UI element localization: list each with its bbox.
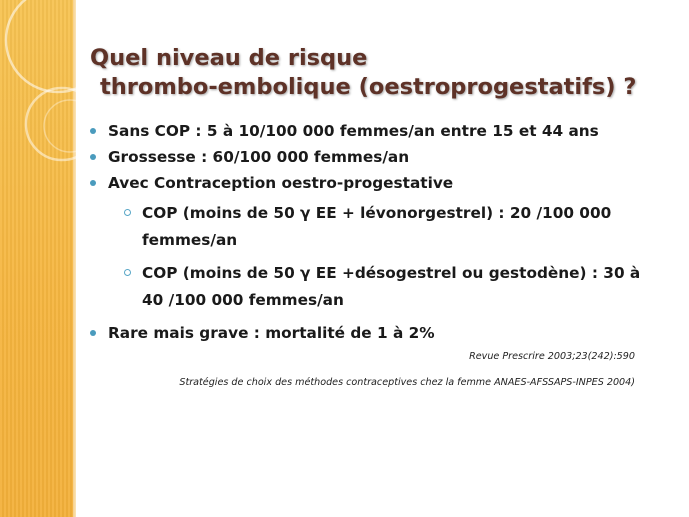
sidebar-edge bbox=[73, 0, 76, 517]
sub-bullet-list bbox=[90, 200, 650, 314]
sub-bullet-text: COP (moins de 50 γ EE +désogestrel ou gestodène) : 30 à 40 /100 000 femmes/an bbox=[142, 264, 641, 309]
title-line-2: thrombo-embolique (oestroprogestatifs) ? bbox=[100, 74, 637, 100]
sub-bullet-ring-icon bbox=[124, 209, 131, 216]
bullet-dot-icon bbox=[90, 128, 96, 134]
sub-bullet-text: COP (moins de 50 γ EE + lévonorgestrel) : 20 /100 000 femmes/an bbox=[142, 204, 612, 249]
sub-bullet-item bbox=[90, 200, 650, 254]
reference-prescrire: Revue Prescrire 2003;23(242):590 bbox=[469, 351, 635, 362]
sub-bullet-item bbox=[90, 260, 650, 314]
bullet-item bbox=[90, 144, 650, 170]
sub-bullet-container bbox=[90, 200, 650, 314]
bullet-item bbox=[90, 118, 650, 144]
bullet-text: Grossesse : 60/100 000 femmes/an bbox=[108, 148, 410, 166]
bullet-item bbox=[90, 170, 650, 196]
sidebar-texture bbox=[0, 0, 76, 517]
bullet-text: Sans COP : 5 à 10/100 000 femmes/an entre 15 et 44 ans bbox=[108, 122, 599, 140]
bullet-item bbox=[90, 320, 650, 346]
bullet-dot-icon bbox=[90, 330, 96, 336]
bullet-text: Avec Contraception oestro-progestative bbox=[108, 174, 454, 192]
bullet-text: Rare mais grave : mortalité de 1 à 2% bbox=[108, 324, 435, 342]
decorative-sidebar bbox=[0, 0, 76, 517]
reference-anaes: Stratégies de choix des méthodes contraceptives chez la femme ANAES-AFSSAPS-INPES 2004) bbox=[179, 377, 635, 388]
title-line-1: Quel niveau de risque bbox=[90, 45, 368, 71]
sub-bullet-ring-icon bbox=[124, 269, 131, 276]
slide-title bbox=[90, 44, 636, 102]
bullet-list bbox=[90, 118, 650, 346]
bullet-dot-icon bbox=[90, 180, 96, 186]
bullet-dot-icon bbox=[90, 154, 96, 160]
